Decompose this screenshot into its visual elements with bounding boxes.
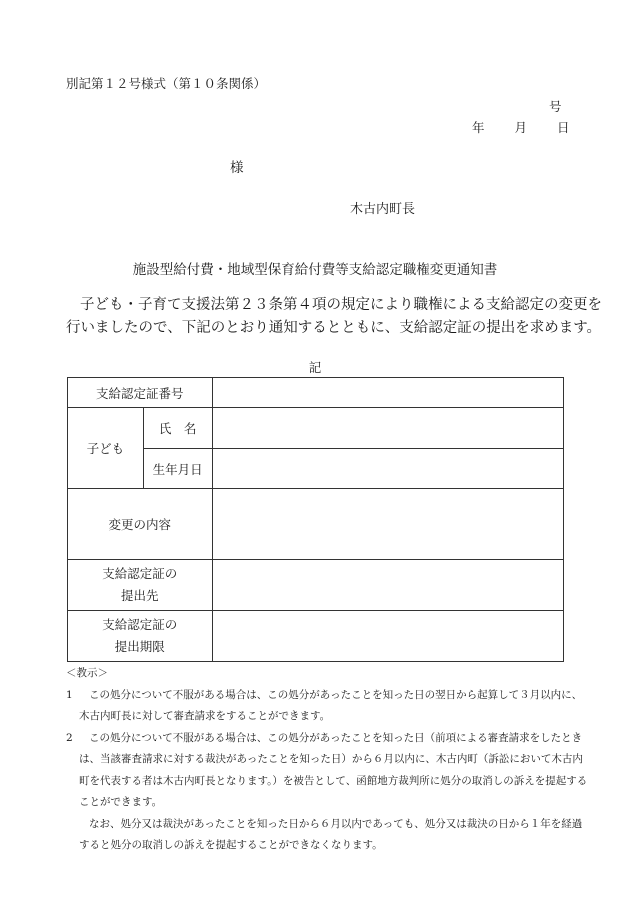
submit-to-value — [212, 560, 563, 611]
item-2-line: この処分について不服がある場合は、この処分があったことを知った日（前項による審査請求をしたとき — [89, 731, 583, 744]
item-1-line: 木古内町長に対して審査請求をすることができます。 — [79, 710, 331, 722]
date-year-label: 年 — [472, 120, 485, 135]
deadline-label-line-1: 支給認定証の — [102, 617, 178, 632]
deadline-value — [212, 611, 563, 662]
submit-to-label — [68, 560, 213, 611]
birthdate-label: 生年月日 — [143, 449, 212, 489]
item-2-line: は、当該審査請求に対する裁決があったことを知った日）から６月以内に、木古内町（訴訟において木古内 — [79, 753, 583, 765]
appeal-notice-supplement — [66, 814, 583, 857]
date-month-label: 月 — [514, 120, 528, 135]
appeal-notice-item-1 — [66, 685, 583, 728]
document-title: 施設型給付費・地域型保育給付費等支給認定職権変更通知書 — [132, 262, 498, 278]
child-label: 子ども — [68, 408, 144, 489]
notice-body — [66, 294, 602, 340]
table-row-change-content — [68, 489, 564, 560]
table-row-child-name — [68, 408, 564, 449]
table-row-cert-number — [68, 378, 564, 408]
date-day-label: 日 — [557, 120, 570, 135]
item-2-line: 町を代表する者は木古内町長となります。）を被告として、函館地方裁判所に処分の取消しの訴えを提起する — [79, 774, 588, 787]
sender-name: 木古内町長 — [350, 202, 416, 217]
item-2-line: ことができます。 — [79, 796, 163, 808]
notice-body-line-1: 子ども・子育て支援法第２３条第４項の規定により職権による支給認定の変更を — [80, 297, 602, 313]
birthdate-value — [212, 449, 563, 489]
notice-table — [67, 377, 564, 662]
change-content-label: 変更の内容 — [68, 489, 213, 560]
table-row-submit-to — [68, 560, 564, 611]
item-1-line: この処分について不服がある場合は、この処分があったことを知った日の翌日から起算して３月以内に、 — [89, 688, 583, 701]
form-label: 別記第１２号様式（第１０条関係） — [66, 76, 267, 91]
cert-number-value — [212, 378, 563, 408]
name-value — [212, 408, 563, 449]
ki-heading: 記 — [308, 360, 322, 375]
notice-body-line-2: 行いましたので、下記のとおり通知するとともに、支給認定証の提出を求めます。 — [66, 320, 602, 336]
appeal-notice — [66, 663, 588, 857]
recipient-honorific: 様 — [230, 160, 244, 176]
deadline-label — [68, 611, 213, 662]
issue-date — [472, 118, 570, 136]
appeal-notice-heading: ＜教示＞ — [66, 667, 108, 679]
document-number-label: 号 — [549, 99, 562, 114]
supplement-line: なお、処分又は裁決があったことを知った日から６月以内であっても、処分又は裁決の日から１年を経過 — [89, 817, 583, 830]
supplement-line: すると処分の取消しの訴えを提起することができなくなります。 — [79, 839, 383, 851]
appeal-notice-item-2 — [66, 728, 588, 814]
change-content-value — [212, 489, 563, 560]
name-label: 氏 名 — [143, 408, 212, 449]
cert-number-label: 支給認定証番号 — [68, 378, 213, 408]
submit-to-label-line-2: 提出先 — [121, 588, 159, 603]
submit-to-label-line-1: 支給認定証の — [102, 566, 178, 581]
deadline-label-line-2: 提出期限 — [114, 639, 165, 654]
item-1-number: 1 — [66, 688, 73, 701]
table-row-deadline — [68, 611, 564, 662]
item-2-number: 2 — [66, 731, 73, 744]
